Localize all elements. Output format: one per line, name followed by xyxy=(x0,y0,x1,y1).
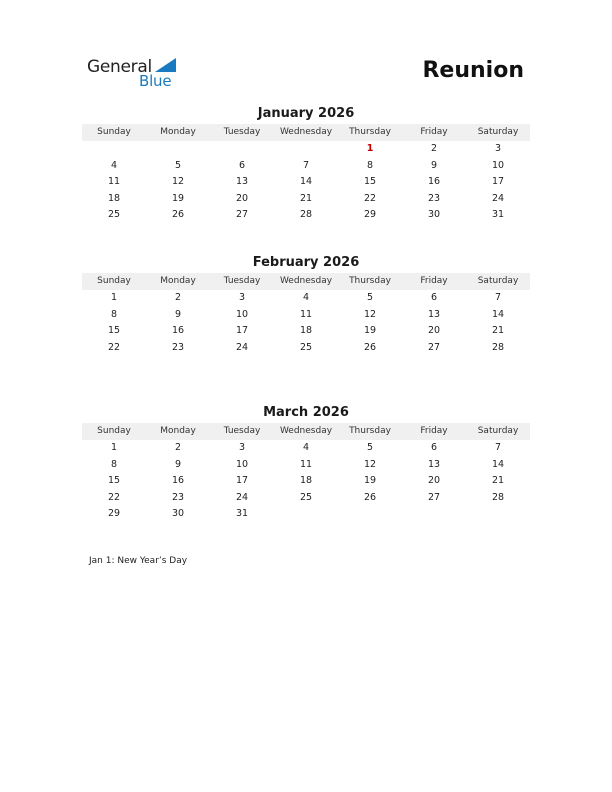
day-cell: 23 xyxy=(171,491,185,503)
day-cell: 11 xyxy=(107,176,121,188)
day-cell: 20 xyxy=(427,325,441,337)
day-cell: 20 xyxy=(427,475,441,487)
day-cell: 1 xyxy=(110,442,118,453)
day-cell: 8 xyxy=(110,308,118,320)
day-grid xyxy=(82,440,530,523)
weekday-label: Sunday xyxy=(97,426,131,436)
day-cell: 14 xyxy=(491,308,505,320)
month-february xyxy=(82,254,530,356)
day-cell: 9 xyxy=(174,308,182,320)
day-cell: 21 xyxy=(491,475,505,487)
day-cell: 18 xyxy=(107,192,121,204)
day-cell: 5 xyxy=(366,442,374,453)
day-cell: 27 xyxy=(235,209,249,221)
country-title: Reunion xyxy=(422,58,524,83)
logo-triangle-icon xyxy=(155,58,176,72)
day-cell: 12 xyxy=(363,458,377,470)
day-grid xyxy=(82,141,530,224)
day-cell: 20 xyxy=(235,192,249,204)
logo-blue-text: Blue xyxy=(139,72,172,90)
day-cell: 24 xyxy=(491,192,505,204)
empty-day-cell xyxy=(274,506,338,523)
day-cell: 3 xyxy=(494,143,502,154)
weekday-label: Thursday xyxy=(349,127,391,137)
weekday-label: Friday xyxy=(420,276,448,286)
day-cell: 1 xyxy=(366,143,374,154)
holiday-note: Jan 1: New Year’s Day xyxy=(89,556,188,566)
day-cell: 12 xyxy=(171,176,185,188)
day-cell: 13 xyxy=(427,458,441,470)
month-title: February 2026 xyxy=(252,255,360,270)
weekday-label: Saturday xyxy=(477,127,519,137)
empty-day-cell xyxy=(402,506,466,523)
day-cell: 28 xyxy=(491,341,505,353)
empty-day-cell xyxy=(466,506,530,523)
weekday-label: Wednesday xyxy=(279,276,333,286)
day-cell: 26 xyxy=(171,209,185,221)
weekday-label: Thursday xyxy=(349,276,391,286)
day-cell: 5 xyxy=(366,292,374,303)
day-cell: 11 xyxy=(299,308,313,320)
holiday-notes xyxy=(89,556,187,566)
day-cell: 4 xyxy=(302,292,310,303)
general-blue-logo xyxy=(87,55,187,93)
weekday-label: Tuesday xyxy=(223,426,261,436)
day-cell: 9 xyxy=(430,159,438,171)
day-cell: 4 xyxy=(302,442,310,453)
day-cell: 6 xyxy=(430,292,438,303)
empty-day-cell xyxy=(82,141,146,158)
day-cell: 28 xyxy=(299,209,313,221)
day-cell: 3 xyxy=(238,442,246,453)
day-cell: 7 xyxy=(494,292,502,303)
day-cell: 1 xyxy=(110,292,118,303)
day-cell: 25 xyxy=(299,491,313,503)
day-cell: 16 xyxy=(427,176,441,188)
day-cell: 15 xyxy=(107,475,121,487)
day-cell: 6 xyxy=(430,442,438,453)
day-cell: 6 xyxy=(238,159,246,171)
day-cell: 30 xyxy=(171,508,185,520)
weekday-label: Monday xyxy=(160,276,196,286)
day-cell: 19 xyxy=(171,192,185,204)
day-cell: 10 xyxy=(235,458,249,470)
day-cell: 17 xyxy=(235,325,249,337)
day-cell: 10 xyxy=(235,308,249,320)
day-cell: 21 xyxy=(299,192,313,204)
day-cell: 21 xyxy=(491,325,505,337)
empty-day-cell xyxy=(274,141,338,158)
day-cell: 22 xyxy=(107,491,121,503)
day-cell: 17 xyxy=(491,176,505,188)
month-title: January 2026 xyxy=(257,106,355,121)
day-cell: 18 xyxy=(299,325,313,337)
day-cell: 28 xyxy=(491,491,505,503)
day-cell: 11 xyxy=(299,458,313,470)
day-cell: 27 xyxy=(427,341,441,353)
day-cell: 15 xyxy=(107,325,121,337)
day-cell: 8 xyxy=(366,159,374,171)
weekday-label: Friday xyxy=(420,127,448,137)
day-cell: 31 xyxy=(491,209,505,221)
empty-day-cell xyxy=(146,141,210,158)
day-cell: 15 xyxy=(363,176,377,188)
day-cell: 10 xyxy=(491,159,505,171)
day-cell: 2 xyxy=(430,143,438,154)
day-cell: 3 xyxy=(238,292,246,303)
day-cell: 7 xyxy=(494,442,502,453)
day-cell: 5 xyxy=(174,159,182,171)
day-cell: 16 xyxy=(171,475,185,487)
weekday-label: Tuesday xyxy=(223,276,261,286)
weekday-label: Saturday xyxy=(477,276,519,286)
day-cell: 19 xyxy=(363,325,377,337)
weekday-header xyxy=(82,273,530,290)
day-cell: 2 xyxy=(174,292,182,303)
weekday-label: Monday xyxy=(160,426,196,436)
day-cell: 23 xyxy=(427,192,441,204)
logo-general-text: General xyxy=(87,57,152,77)
day-cell: 25 xyxy=(107,209,121,221)
weekday-header xyxy=(82,423,530,440)
day-cell: 29 xyxy=(107,508,121,520)
day-cell: 29 xyxy=(363,209,377,221)
day-grid xyxy=(82,290,530,356)
weekday-label: Wednesday xyxy=(279,426,333,436)
day-cell: 13 xyxy=(235,176,249,188)
weekday-label: Saturday xyxy=(477,426,519,436)
day-cell: 27 xyxy=(427,491,441,503)
day-cell: 31 xyxy=(235,508,249,520)
day-cell: 17 xyxy=(235,475,249,487)
day-cell: 8 xyxy=(110,458,118,470)
weekday-label: Wednesday xyxy=(279,127,333,137)
day-cell: 9 xyxy=(174,458,182,470)
weekday-label: Friday xyxy=(420,426,448,436)
day-cell: 26 xyxy=(363,341,377,353)
day-cell: 14 xyxy=(299,176,313,188)
day-cell: 22 xyxy=(107,341,121,353)
day-cell: 26 xyxy=(363,491,377,503)
weekday-label: Tuesday xyxy=(223,127,261,137)
day-cell: 23 xyxy=(171,341,185,353)
empty-day-cell xyxy=(338,506,402,523)
month-january xyxy=(82,105,530,224)
day-cell: 7 xyxy=(302,159,310,171)
day-cell: 14 xyxy=(491,458,505,470)
weekday-label: Sunday xyxy=(97,127,131,137)
weekday-header xyxy=(82,124,530,141)
day-cell: 2 xyxy=(174,442,182,453)
month-march xyxy=(82,404,530,523)
weekday-label: Sunday xyxy=(97,276,131,286)
day-cell: 4 xyxy=(110,159,118,171)
day-cell: 24 xyxy=(235,491,249,503)
month-title: March 2026 xyxy=(263,405,349,420)
day-cell: 30 xyxy=(427,209,441,221)
empty-day-cell xyxy=(210,141,274,158)
weekday-label: Monday xyxy=(160,127,196,137)
weekday-label: Thursday xyxy=(349,426,391,436)
day-cell: 18 xyxy=(299,475,313,487)
day-cell: 19 xyxy=(363,475,377,487)
day-cell: 24 xyxy=(235,341,249,353)
day-cell: 13 xyxy=(427,308,441,320)
day-cell: 12 xyxy=(363,308,377,320)
day-cell: 16 xyxy=(171,325,185,337)
day-cell: 22 xyxy=(363,192,377,204)
day-cell: 25 xyxy=(299,341,313,353)
